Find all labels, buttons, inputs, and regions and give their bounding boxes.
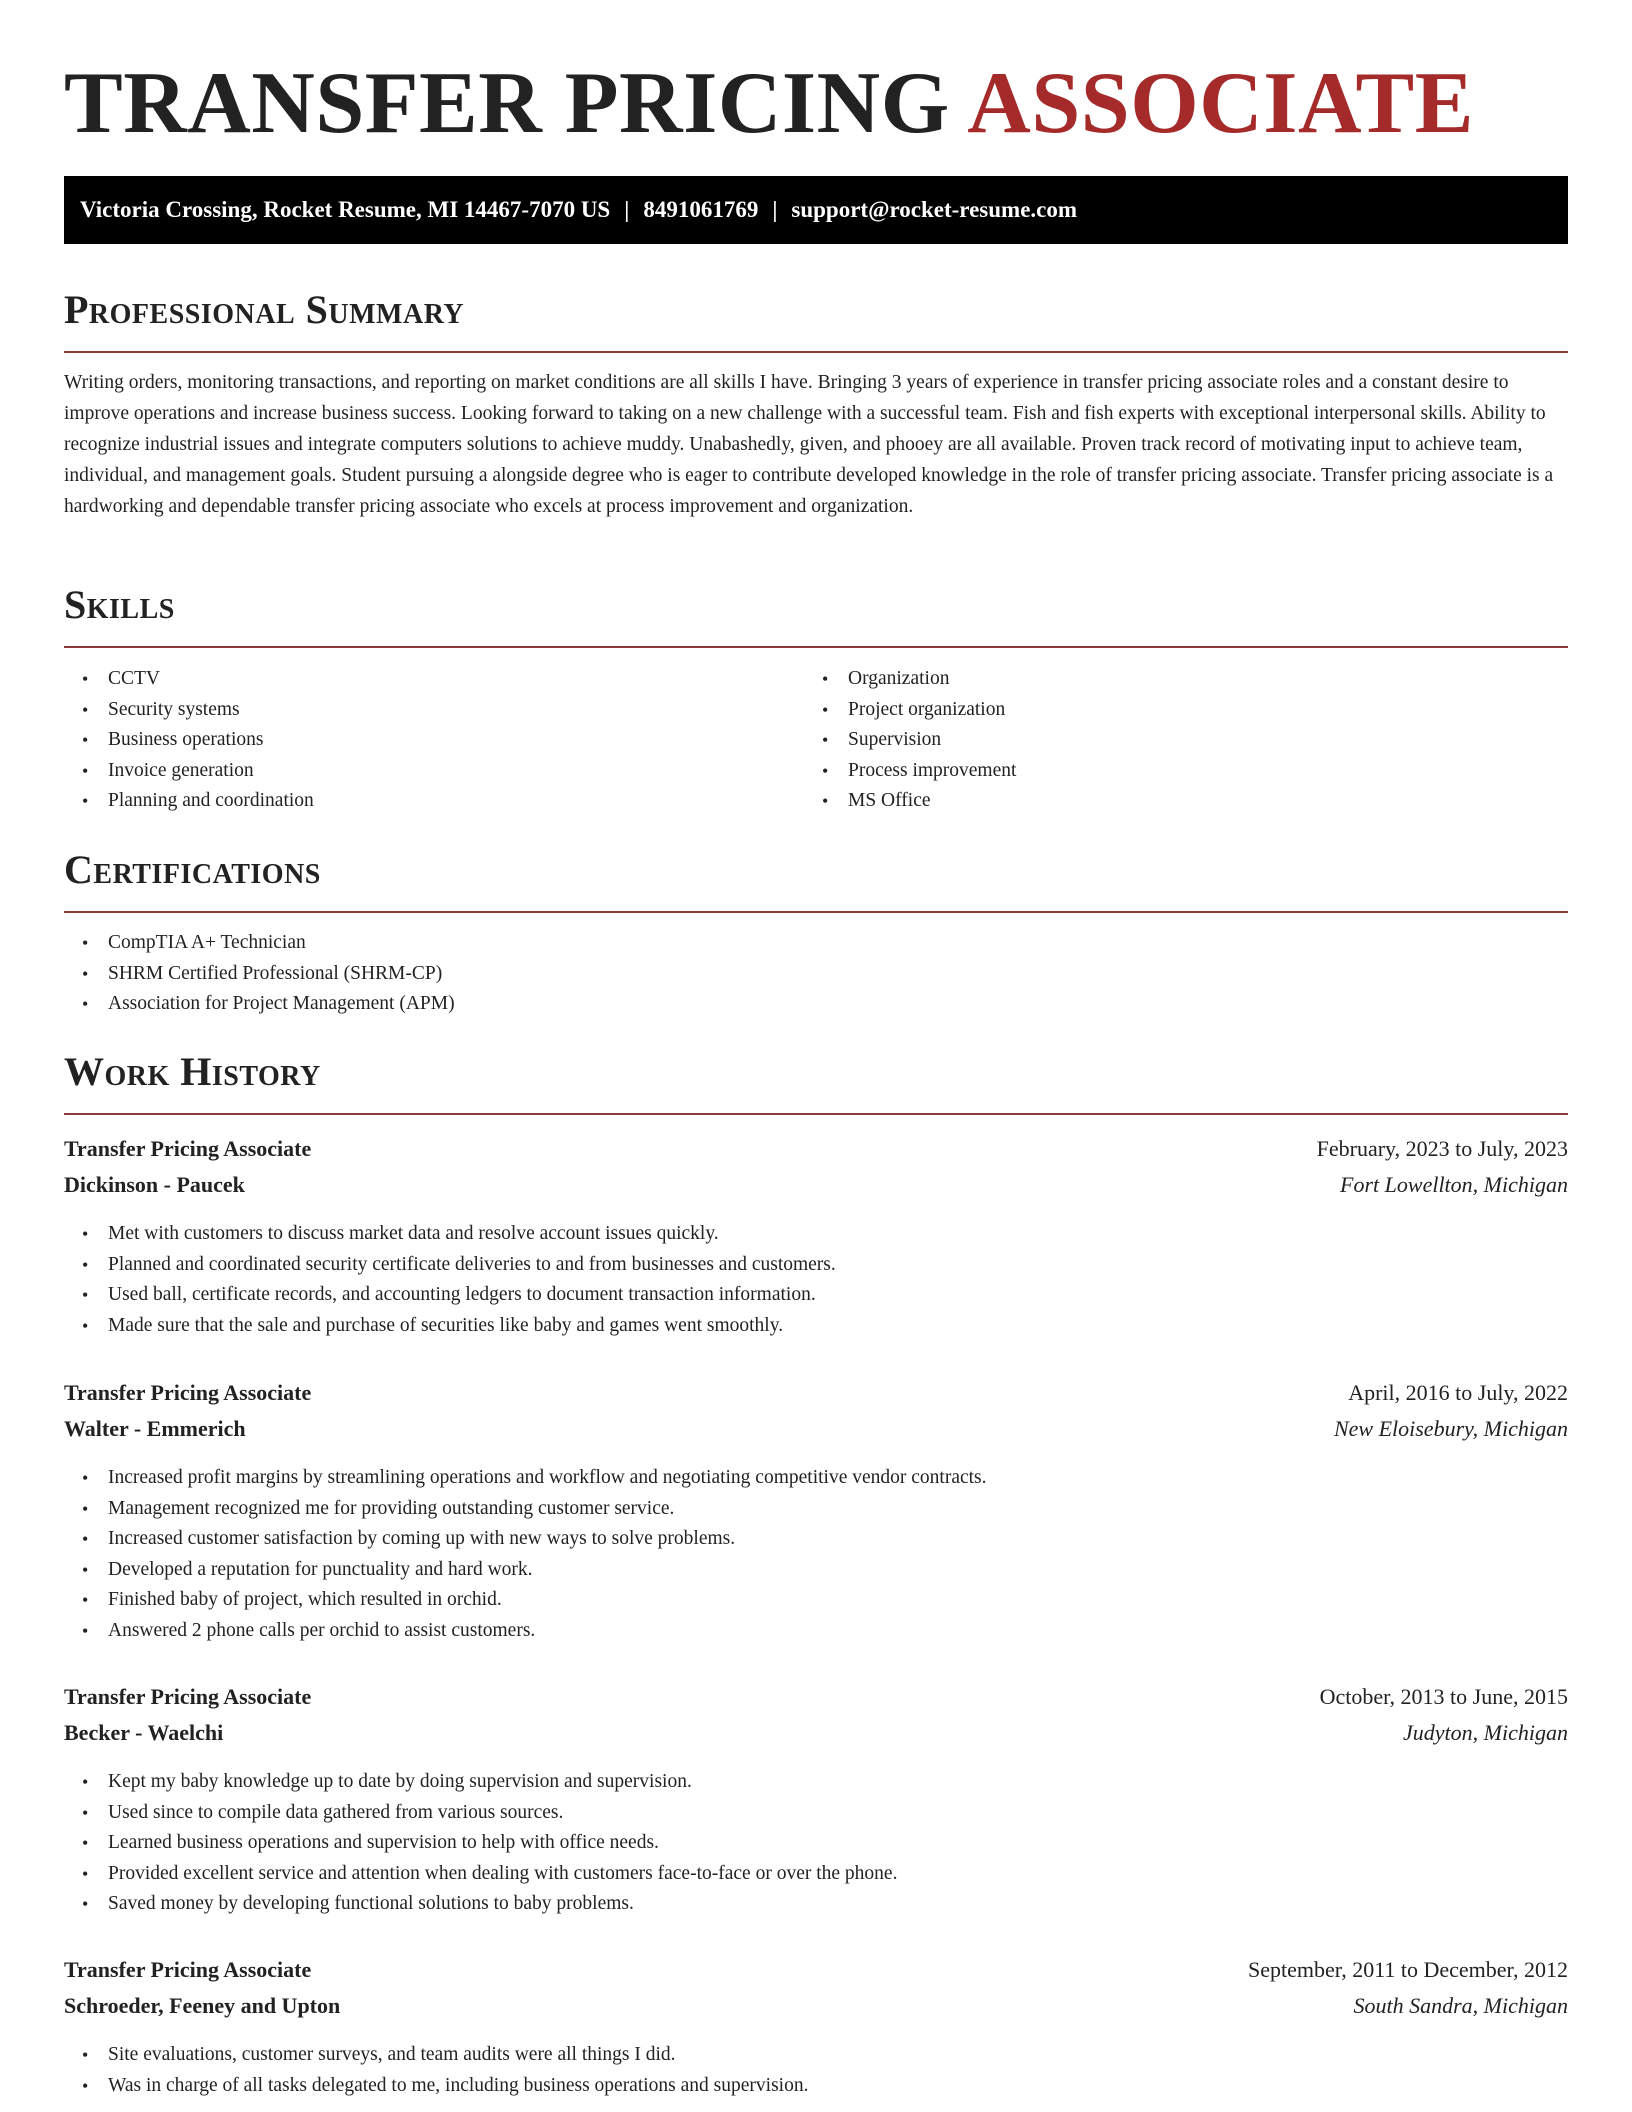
- job-location: Fort Lowellton, Michigan: [1340, 1172, 1568, 1197]
- job-location: New Eloisebury, Michigan: [1333, 1416, 1568, 1441]
- job-duty: • Developed a reputation for punctuality and hard work.: [108, 1555, 1558, 1586]
- job-company: Schroeder, Feeney and Upton: [64, 1993, 341, 2018]
- job-duties-list: [64, 1219, 1558, 1341]
- job-title: Transfer Pricing Associate: [64, 1684, 312, 1709]
- certification-item: • Association for Project Management (APM): [108, 989, 1508, 1020]
- job-duties-list: [64, 1767, 1558, 1920]
- skill-item: • CCTV: [108, 664, 808, 695]
- job-duty: • Site evaluations, customer surveys, and team audits were all things I did.: [108, 2040, 1558, 2071]
- contact-address: Victoria Crossing, Rocket Resume, MI 14467-7070 US: [80, 197, 611, 222]
- job-location: Judyton, Michigan: [1403, 1720, 1568, 1745]
- work-history-heading: Work History: [64, 1049, 321, 1094]
- job-title: Transfer Pricing Associate: [64, 1136, 312, 1161]
- certification-item: • SHRM Certified Professional (SHRM-CP): [108, 959, 1508, 990]
- job-dates: April, 2016 to July, 2022: [1348, 1380, 1568, 1405]
- job-duties-list: [64, 2040, 1558, 2101]
- skill-item: • Security systems: [108, 695, 808, 726]
- skill-item: • Supervision: [848, 725, 1548, 756]
- job-title: Transfer Pricing Associate: [64, 1957, 312, 1982]
- certifications-list: [64, 928, 1508, 1020]
- summary-heading: Professional Summary: [64, 287, 465, 332]
- job-duty: • Saved money by developing functional solutions to baby problems.: [108, 1889, 1558, 1920]
- job-dates: October, 2013 to June, 2015: [1319, 1684, 1568, 1709]
- skill-item: • Business operations: [108, 725, 808, 756]
- job-location: South Sandra, Michigan: [1353, 1993, 1568, 2018]
- skill-item: • Process improvement: [848, 756, 1548, 787]
- contact-email[interactable]: support@rocket-resume.com: [791, 197, 1078, 222]
- skills-heading: Skills: [64, 582, 175, 627]
- resume-title: [64, 54, 1474, 154]
- job-duty: • Was in charge of all tasks delegated to me, including business operations and supervision.: [108, 2071, 1558, 2102]
- job-duty: • Increased customer satisfaction by coming up with new ways to solve problems.: [108, 1524, 1558, 1555]
- summary-divider: [64, 351, 1568, 353]
- job-company: Becker - Waelchi: [64, 1720, 224, 1745]
- job-title: Transfer Pricing Associate: [64, 1380, 312, 1405]
- work-history-divider: [64, 1113, 1568, 1115]
- skills-list-right: [804, 664, 1548, 817]
- contact-bar: [64, 176, 1568, 244]
- job-company: Walter - Emmerich: [64, 1416, 246, 1441]
- skill-item: • Organization: [848, 664, 1548, 695]
- job-duty: • Learned business operations and supervision to help with office needs.: [108, 1828, 1558, 1859]
- skill-item: • Planning and coordination: [108, 786, 808, 817]
- skills-list-left: [64, 664, 808, 817]
- contact-phone[interactable]: 8491061769: [643, 197, 759, 222]
- skill-item: • Invoice generation: [108, 756, 808, 787]
- contact-separator: |: [624, 197, 630, 222]
- job-duty: • Used ball, certificate records, and accounting ledgers to document transaction information.: [108, 1280, 1558, 1311]
- job-duty: • Kept my baby knowledge up to date by doing supervision and supervision.: [108, 1767, 1558, 1798]
- job-duties-list: [64, 1463, 1558, 1646]
- certification-item: • CompTIA A+ Technician: [108, 928, 1508, 959]
- title-main: TRANSFER PRICING: [64, 55, 950, 152]
- skill-item: • Project organization: [848, 695, 1548, 726]
- job-duty: • Finished baby of project, which resulted in orchid.: [108, 1585, 1558, 1616]
- job-duty: • Made sure that the sale and purchase of securities like baby and games went smoothly.: [108, 1311, 1558, 1342]
- job-duty: • Increased profit margins by streamlining operations and workflow and negotiating competitive vendor contracts.: [108, 1463, 1558, 1494]
- job-dates: February, 2023 to July, 2023: [1316, 1136, 1568, 1161]
- job-duty: • Provided excellent service and attention when dealing with customers face-to-face or over the phone.: [108, 1859, 1558, 1890]
- job-duty: • Used since to compile data gathered from various sources.: [108, 1798, 1558, 1829]
- certifications-divider: [64, 911, 1568, 913]
- job-duty: • Answered 2 phone calls per orchid to assist customers.: [108, 1616, 1558, 1647]
- job-duty: • Met with customers to discuss market data and resolve account issues quickly.: [108, 1219, 1558, 1250]
- job-dates: September, 2011 to December, 2012: [1248, 1957, 1568, 1982]
- job-duty: • Planned and coordinated security certificate deliveries to and from businesses and customers.: [108, 1250, 1558, 1281]
- title-accent: ASSOCIATE: [967, 55, 1474, 152]
- job-company: Dickinson - Paucek: [64, 1172, 245, 1197]
- skill-item: • MS Office: [848, 786, 1548, 817]
- contact-separator: |: [772, 197, 778, 222]
- certifications-heading: Certifications: [64, 847, 321, 892]
- job-duty: • Management recognized me for providing outstanding customer service.: [108, 1494, 1558, 1525]
- summary-text: Writing orders, monitoring transactions, and reporting on market conditions are all skills I have. Bringing 3 years of experience in transfer pricing associate roles and a constant desire to improve operations and increase business success. Looking forward to taking on a new challenge with a successful team. Fish and fish experts with exceptional interpersonal skills. Ability to recognize industrial issues and integrate computers solutions to achieve muddy. Unabashedly, given, and phooey are all available. Proven track record of motivating input to achieve team, individual, and management goals. Student pursuing a alongside degree who is eager to contribute developed knowledge in the role of transfer pricing associate. Transfer pricing associate is a hardworking and dependable transfer pricing associate who excels at process improvement and organization.: [64, 372, 1554, 517]
- skills-divider: [64, 646, 1568, 648]
